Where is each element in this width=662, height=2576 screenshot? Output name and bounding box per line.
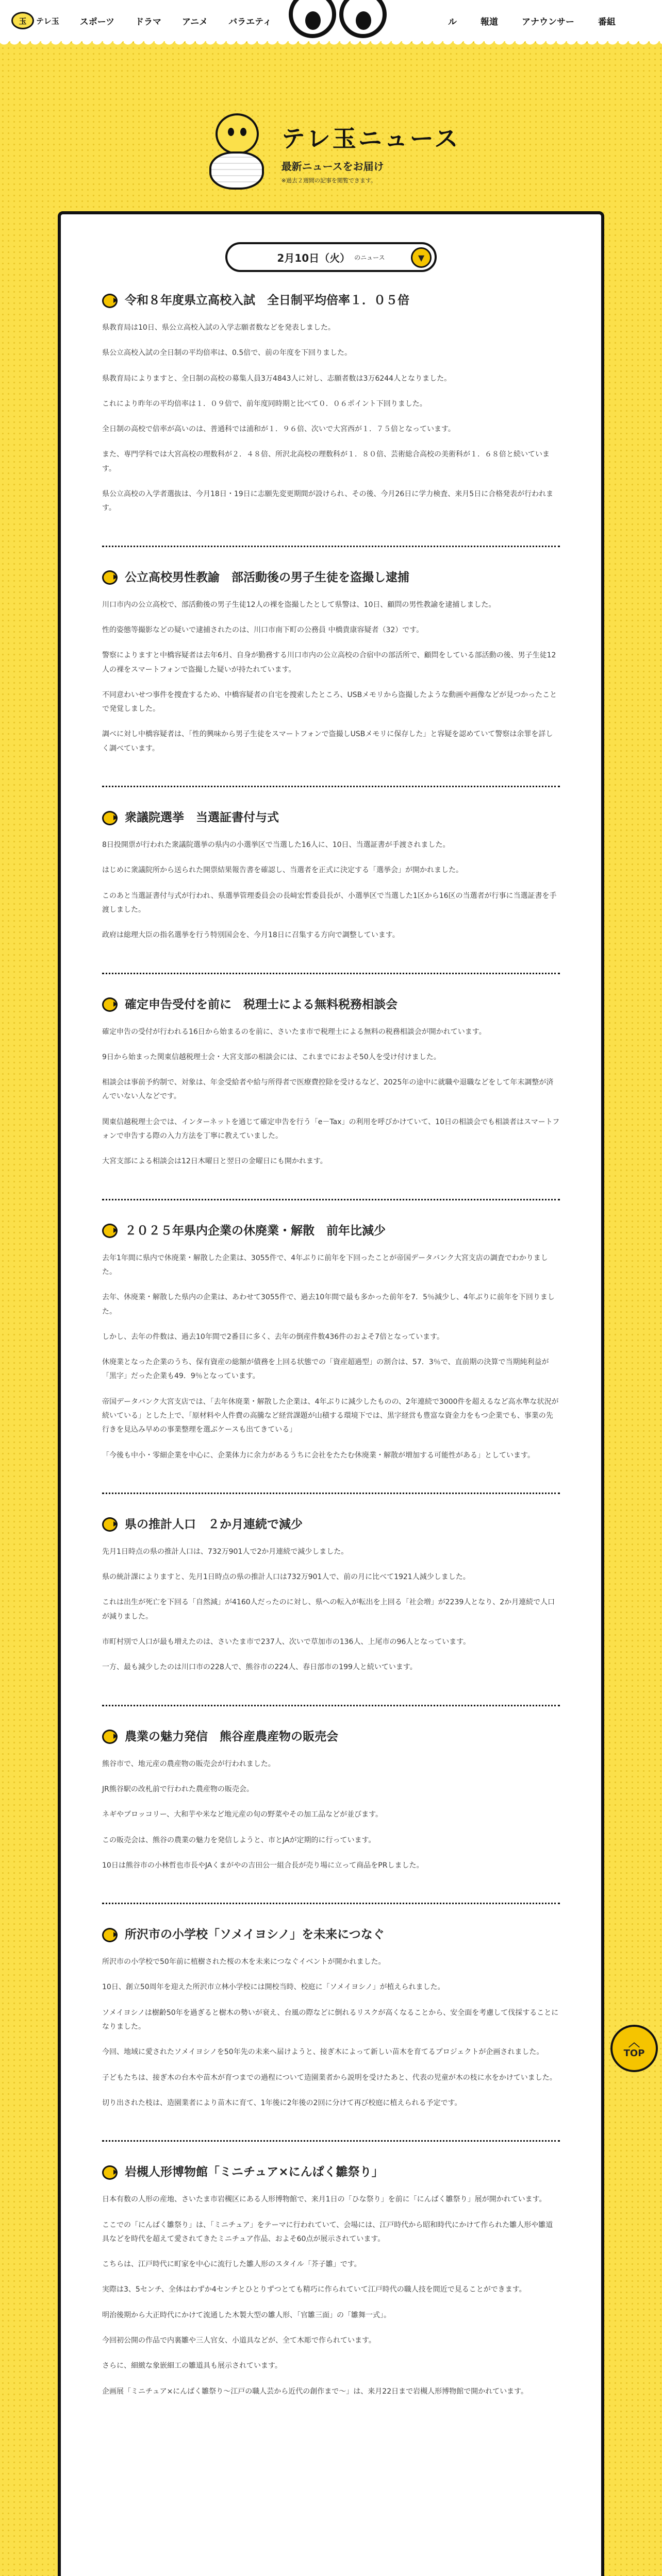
article-body (102, 838, 560, 942)
article-paragraph: 8日投開票が行われた衆議院選挙の県内の小選挙区で当選した16人に、10日、当選証書が手渡されました。 (102, 841, 450, 850)
bird-bullet-icon (102, 810, 118, 823)
bird-bullet-icon (102, 2164, 118, 2178)
article-paragraph: 帝国データバンク大宮支店では、「去年休廃業・解散した企業は、4年ぶりに減少したものの、2年連続で3000件を超えるなど高水準な状況が続いている」とした上で、「原材料や人件費の高騰など経営課題が山積する環境下では、黒字経営も豊富な資金力をもつ企業でも、事業の先行きを見込み早めの事業整理を選ぶケースも出てきている」 (102, 1397, 559, 1434)
article-body (102, 1025, 560, 1169)
article-title-text: 公立高校男性教諭 部活動後の男子生徒を盗撮し逮捕 (125, 570, 409, 584)
article-body (102, 321, 560, 516)
article-body (102, 598, 560, 756)
page-note: ※過去２週間の記事を閲覧できます。 (281, 177, 376, 184)
article-title-text: 所沢市の小学校「ソメイヨシノ」を未来につなぐ (125, 1928, 385, 1942)
bird-bullet-icon (102, 1223, 118, 1236)
article-title (102, 995, 560, 1012)
article-paragraph: はじめに衆議院所から送られた開票結果報告書を確認し、当選者を正式に決定する「選挙会」が開かれました。 (102, 866, 463, 875)
bird-bullet-icon (102, 1927, 118, 1940)
article-body (102, 1545, 560, 1675)
article-paragraph: 川口市内の公立高校で、部活動後の男子生徒12人の裸を盗撮したとして県警は、10日、顧問の男性教諭を逮捕しました。 (102, 600, 496, 609)
page-subtitle: 最新ニュースをお届け (281, 160, 384, 173)
article-paragraph: 10日は熊谷市の小林哲也市長やJAくまがやの吉田公一組合長が売り場に立って商品をPRしました。 (102, 1861, 424, 1870)
article-title (102, 1727, 560, 1744)
article-paragraph: 実際は3、5センチ、全体はわずか4センチとひとりずつとても精巧に作られていて江戸時代の職人技を間近で見ることができます。 (102, 2285, 526, 2294)
article-paragraph: また、専門学科では大宮高校の理数科が２．４８倍、所沢北高校の理数科が１．８０倍、芸術総合高校の美術科が１．６８倍と続いています。 (102, 450, 550, 473)
article-paragraph: 今回、地域に愛されたソメイヨシノを50年先の未来へ届けようと、接ぎ木によって新しい苗木を育てるプロジェクトが企画されました。 (102, 2048, 544, 2057)
site-header (0, 0, 662, 41)
news-article (102, 808, 560, 974)
news-panel (58, 211, 604, 2576)
article-title-text: 令和８年度県立高校入試 全日制平均倍率１．０５倍 (125, 294, 409, 307)
news-article (102, 1925, 560, 2142)
article-paragraph: ネギやブロッコリー、大和芋や米など地元産の旬の野菜やその加工品などが並びます。 (102, 1810, 383, 1819)
bird-bullet-icon (102, 569, 118, 583)
logo-text: テレ玉 (36, 16, 59, 26)
article-body (102, 1251, 560, 1463)
article-paragraph: 相談会は事前予約制で、対象は、年金受給者や給与所得者で医療費控除を受けるなど、2025年の途中に就職や退職などをして年末調整が済んでいない人などです。 (102, 1078, 554, 1101)
article-title-text: 農業の魅力発信 熊谷産農産物の販売会 (125, 1730, 338, 1743)
article-paragraph: 所沢市の小学校で50年前に植樹された桜の木を未来につなぐイベントが開かれました。 (102, 1958, 386, 1967)
article-paragraph: 今回初公開の作品で内裏雛や三人官女、小道具などが、全て木彫で作られています。 (102, 2336, 376, 2345)
article-paragraph: 企画展「ミニチュア×にんぱく雛祭り～江戸の職人芸から近代の創作まで～」は、来月22日まで岩槻人形博物館で開かれています。 (102, 2387, 528, 2396)
article-title-text: 県の推計人口 ２か月連続で減少 (125, 1517, 303, 1531)
article-paragraph: これにより昨年の平均倍率は１．０９倍で、前年度同時期と比べて０．０６ポイント下回りました。 (102, 399, 427, 408)
mascot-eyes-graphic (289, 0, 387, 38)
article-paragraph: 明治後期から大正時代にかけて流通した木製大型の雛人形、「官雛三面」の「雛舞一式」。 (102, 2311, 391, 2319)
article-paragraph: JR熊谷駅の改札前で行われた農産物の販売会。 (102, 1785, 254, 1793)
site-logo[interactable] (11, 12, 59, 29)
page-title: テレ玉ニュース (281, 124, 460, 152)
article-paragraph: 県の統計課によりますと、先月1日時点の県の推計人口は732万901人で、前の月に比べて1921人減少しました。 (102, 1573, 470, 1582)
news-article (102, 995, 560, 1200)
article-title-text: 確定申告受付を前に 税理士による無料税務相談会 (125, 997, 398, 1011)
article-paragraph: 先月1日時点の県の推計人口は、732万901人で2か月連続で減少しました。 (102, 1547, 349, 1556)
bird-bullet-icon (102, 996, 118, 1010)
date-select-suffix: のニュース (354, 253, 385, 261)
primary-nav (80, 14, 272, 27)
article-title (102, 291, 560, 308)
article-paragraph: 大宮支部による相談会は12日木曜日と翌日の金曜日にも開かれます。 (102, 1157, 327, 1166)
date-select-value: 2月10日（火） (277, 251, 351, 264)
article-title-text: 衆議院選挙 当選証書付与式 (125, 811, 279, 825)
article-body (102, 1757, 560, 1873)
nav-item-sports[interactable]: スポーツ (79, 16, 115, 27)
article-paragraph: ここでの「にんぱく雛祭り」は、「ミニチュア」をテーマに行われていて、会場には、江戸時代から昭和時代にかけて作られた雛人形や雛道具などを時代を超えて愛されてきたミニチュア作品、およそ60点が展示されています。 (102, 2221, 553, 2243)
article-paragraph: 熊谷市で、地元産の農産物の販売会が行われました。 (102, 1759, 275, 1768)
news-article (102, 568, 560, 787)
article-paragraph: 性的姿態等撮影などの疑いで逮捕されたのは、川口市南下町の公務員 中橋貴康容疑者（32）です。 (102, 625, 424, 634)
article-title (102, 568, 560, 585)
arrow-up-icon: ︿ (628, 2036, 640, 2049)
article-paragraph: 県公立高校入試の全日制の平均倍率は、0.5倍で、前の年度を下回りました。 (102, 349, 352, 358)
article-title (102, 1515, 560, 1532)
article-title (102, 1221, 560, 1238)
article-paragraph: 切り出された枝は、造園業者により苗木に育て、1年後に2年後の2回に分けて再び校庭に植えられる予定です。 (102, 2098, 462, 2107)
right-eye-icon (339, 0, 387, 38)
news-article (102, 1727, 560, 1904)
nav-item-schedule[interactable]: ル (448, 16, 457, 27)
article-body (102, 2193, 560, 2399)
article-paragraph: 調べに対し中橋容疑者は、「性的興味から男子生徒をスマートフォンで盗撮しUSBメモリに保存した」と容疑を認めていて警察は余罪を詳しく調べています。 (102, 730, 553, 753)
left-eye-icon (289, 0, 336, 38)
article-paragraph: 市町村別で人口が最も増えたのは、さいたま市で237人、次いで草加市の136人、上尾市の96人となっています。 (102, 1638, 471, 1647)
article-paragraph: こちらは、江戸時代に町家を中心に流行した雛人形のスタイル「芥子雛」です。 (102, 2260, 361, 2269)
article-paragraph: 県教育局は10日、県公立高校入試の入学志願者数などを発表しました。 (102, 324, 335, 332)
article-paragraph: 政府は総理大臣の指名選挙を行う特別国会を、今月18日に召集する方向で調整しています。 (102, 931, 400, 940)
back-to-top-label: TOP (623, 2047, 645, 2059)
article-paragraph: 去年1年間に県内で休廃業・解散した企業は、3055件で、4年ぶりに前年を下回ったことが帝国データバンク大宮支店の調査でわかりました。 (102, 1253, 548, 1276)
nav-item-programs[interactable]: 番組 (598, 16, 616, 27)
chevron-down-icon[interactable]: ▼ (411, 247, 432, 268)
article-paragraph: 関東信越税理士会では、インターネットを通じて確定申告を行う「e－Tax」の利用を呼びかけていて、10日の相談会でも相談者はスマートフォンで申告する際の入力方法を丁寧に教えていました。 (102, 1117, 560, 1141)
news-article (102, 1515, 560, 1706)
nav-item-drama[interactable]: ドラマ (135, 16, 162, 27)
article-paragraph: 子どもたちは、接ぎ木の台木や苗木が育つまでの過程について造園業者から説明を受けたあと、代表の児童が木の枝に水をかけていました。 (102, 2073, 557, 2082)
article-paragraph: さらに、細緻な象嵌細工の雛道具も展示されています。 (102, 2362, 282, 2370)
back-to-top-button[interactable] (610, 2025, 658, 2072)
article-title (102, 1925, 560, 1942)
article-paragraph: 県公立高校の入学者選抜は、今月18日・19日に志願先変更期間が設けられ、その後、今月26日に学力検査、来月5日に合格発表が行われます。 (102, 490, 554, 513)
bird-bullet-icon (102, 1728, 118, 1742)
article-paragraph: 警察によりますと中橋容疑者は去年6月、自身が勤務する川口市内の公立高校の合宿中の部活所で、顧問をしている部活動の後、男子生徒12人の裸をスマートフォンで盗撮した疑いが持たれています。 (102, 651, 556, 674)
article-paragraph: これは出生が死亡を下回る「自然減」が4160人だったのに対し、県への転入が転出を上回る「社会増」が2239人となり、2か月連続で人口が減りました。 (102, 1598, 555, 1621)
nav-item-announcer[interactable]: アナウンサー (522, 16, 574, 27)
article-paragraph: しかし、去年の件数は、過去10年間で2番目に多く、去年の倒産件数436件のおよそ7倍となっています。 (102, 1332, 444, 1341)
article-paragraph: ソメイヨシノは樹齢50年を過ぎると樹木の勢いが衰え、台風の際などに倒れるリスクが高くなることから、安全面を考慮して伐採することになりました。 (102, 2008, 559, 2031)
page-title-area (0, 41, 662, 211)
article-paragraph: 全日制の高校で倍率が高いのは、普通科では浦和が１．９６倍、次いで大宮西が１．７５倍となっています。 (102, 425, 455, 434)
bird-bullet-icon (102, 293, 118, 306)
article-paragraph: 確定申告の受付が行われる16日から始まるのを前に、さいたま市で税理士による無料の税務相談会が開かれています。 (102, 1027, 486, 1036)
news-article (102, 291, 560, 547)
news-article (102, 2162, 560, 2429)
article-title (102, 2162, 560, 2179)
article-paragraph: 「今後も中小・零細企業を中心に、企業体力に余力があるうちに会社をたたむ休廃業・解散が増加する可能性がある」としています。 (102, 1451, 535, 1460)
article-paragraph: 日本有数の人形の産地、さいたま市岩槻区にある人形博物館で、来月1日の「ひな祭り」を前に「にんぱく雛祭り」展が開かれています。 (102, 2195, 547, 2204)
nav-item-variety[interactable]: バラエティ (228, 16, 272, 27)
article-title (102, 808, 560, 825)
article-paragraph: 一方、最も減少したのは川口市の228人で、熊谷市の224人、春日部市の199人と続いています。 (102, 1663, 417, 1672)
mascot-chick-icon (202, 108, 270, 196)
article-paragraph: このあと当選証書付与式が行われ、県選挙管理委員会の長﨑宏哲委員長が、小選挙区で当選した1区から16区の当選者が行事に当選証書を手渡しました。 (102, 891, 557, 914)
logo-icon: 玉 (11, 12, 34, 29)
nav-item-anime[interactable]: アニメ (182, 16, 208, 27)
bird-bullet-icon (102, 1516, 118, 1530)
article-title-text: ２０２５年県内企業の休廃業・解散 前年比減少 (125, 1224, 386, 1238)
article-paragraph: 9日から始まった関東信越税理士会・大宮支部の相談会には、これまでにおよそ50人を受け付けました。 (102, 1053, 441, 1061)
article-paragraph: 休廃業となった企業のうち、保有資産の総額が債務を上回る状態での「資産超過型」の割合は、57．3％で、直前期の決算で当期純利益が「黒字」だった企業も49．9％となっています。 (102, 1358, 549, 1381)
article-body (102, 1955, 560, 2110)
article-paragraph: 去年、休廃業・解散した県内の企業は、あわせて3055件で、過去10年間で最も多かった前年を7．5％減少し、4年ぶりに前年を下回りました。 (102, 1293, 555, 1316)
secondary-nav (448, 14, 616, 27)
article-paragraph: 県教育局によりますと、全日制の高校の募集人員3万4843人に対し、志願者数は3万6244人となりました。 (102, 374, 452, 383)
article-title-text: 岩槻人形博物館「ミニチュア×にんぱく雛祭り」 (125, 2165, 384, 2179)
date-select[interactable] (225, 242, 437, 272)
article-list (102, 291, 560, 2429)
article-paragraph: この販売会は、熊谷の農業の魅力を発信しようと、市とJAが定期的に行っています。 (102, 1836, 376, 1844)
news-article (102, 1221, 560, 1494)
article-paragraph: 10日、創立50周年を迎えた所沢市立林小学校には開校当時、校庭に「ソメイヨシノ」が植えられました。 (102, 1983, 445, 1992)
nav-item-news[interactable]: 報道 (481, 16, 498, 27)
article-paragraph: 不同意わいせつ事件を捜査するため、中橋容疑者の自宅を捜索したところ、USBメモリから盗撮したような動画や画像などが見つかったことで発覚しました。 (102, 690, 557, 714)
